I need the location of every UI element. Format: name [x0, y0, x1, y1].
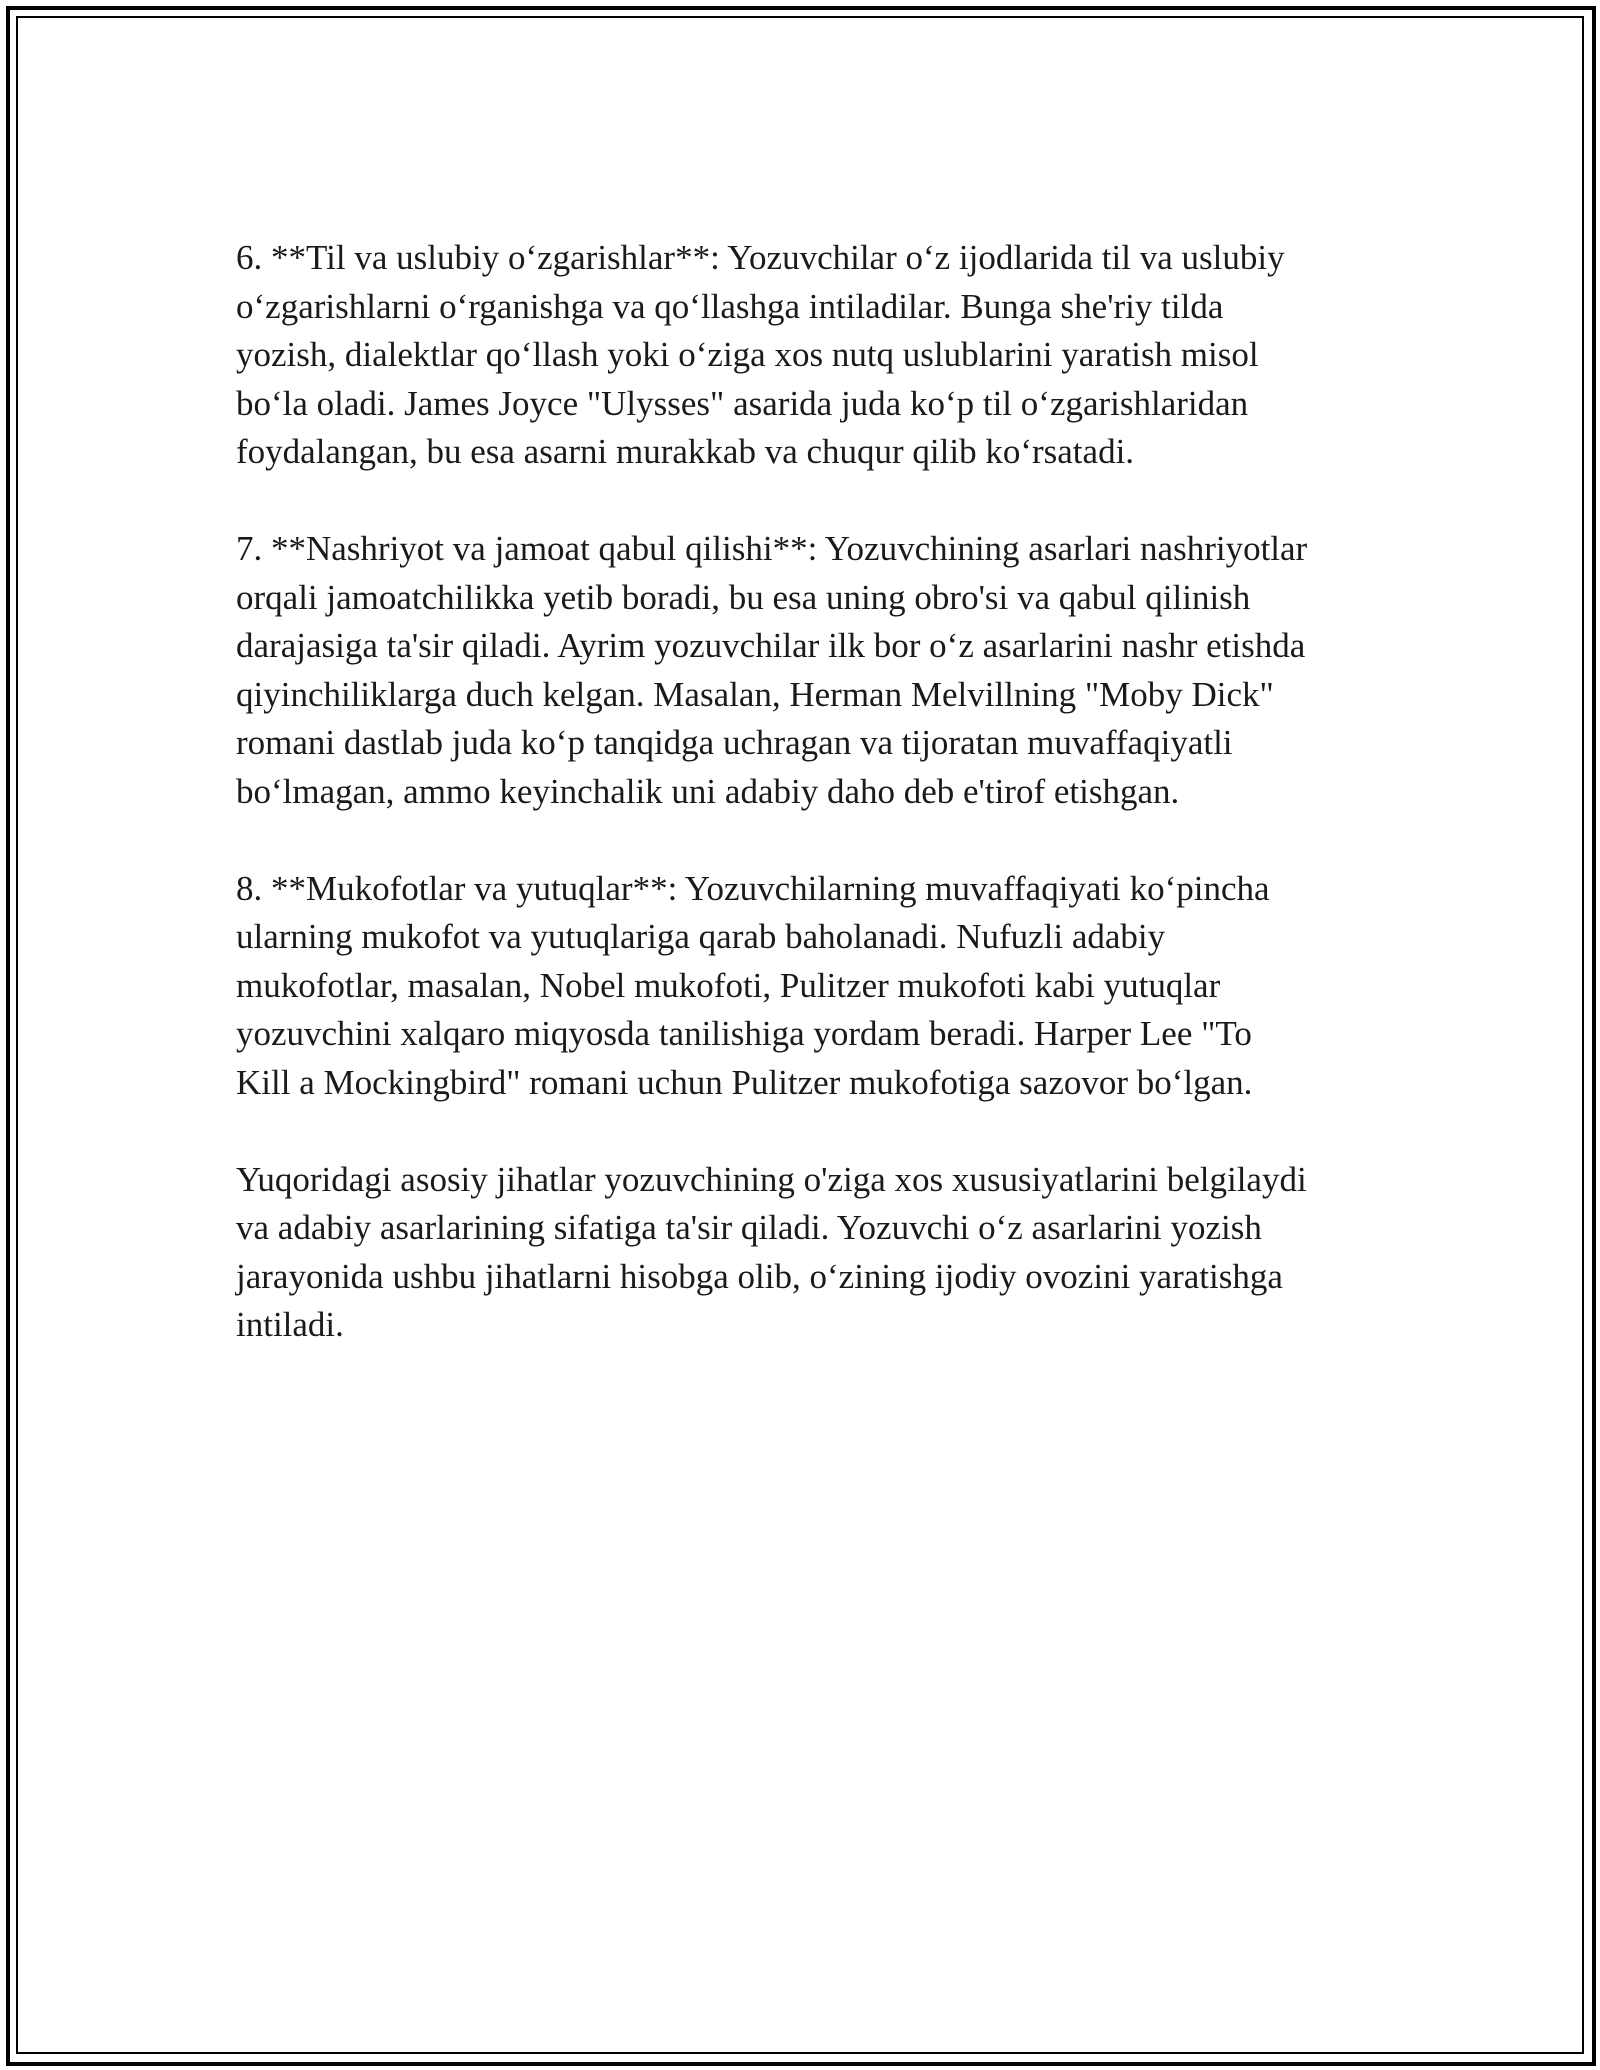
paragraph-til-va-uslubiy: 6. **Til va uslubiy o‘zgarishlar**: Yozuvchilar o‘z ijodlarida til va uslubiy o‘zgarishlarni o‘rganishga va qo‘llashga intiladilar. Bunga she'riy tilda yozish, dialektlar qo‘llash yoki o‘ziga xos nutq uslublarini yaratish misol bo‘la oladi. James Joyce "Ulysses" asarida juda ko‘p til o‘zgarishlaridan foydalangan, bu esa asarni murakkab va chuqur qilib ko‘rsatadi. [236, 238, 1285, 471]
paragraph-conclusion: Yuqoridagi asosiy jihatlar yozuvchining o'ziga xos xususiyatlarini belgilaydi va adabiy asarlarining sifatiga ta'sir qiladi. Yozuvchi o‘z asarlarini yozish jarayonida ushbu jihatlarni hisobga olib, o‘zining ijodiy ovozini yaratishga intiladi. [236, 1159, 1307, 1344]
paragraph-mukofotlar: 8. **Mukofotlar va yutuqlar**: Yozuvchilarning muvaffaqiyati ko‘pincha ularning mukofot va yutuqlariga qarab baholanadi. Nufuzli adabiy mukofotlar, masalan, Nobel mukofoti, Pulitzer mukofoti kabi yutuqlar yozuvchini xalqaro miqyosda tanilishiga yordam beradi. Harper Lee "To Kill a Mockingbird" romani uchun Pulitzer mukofotiga sazovor bo‘lgan. [236, 868, 1270, 1102]
document-body [236, 234, 1366, 1398]
paragraph-nashriyot: 7. **Nashriyot va jamoat qabul qilishi**: Yozuvchining asarlari nashriyotlar orqali jamoatchilikka yetib boradi, bu esa uning obro'si va qabul qilinish darajasiga ta'sir qiladi. Ayrim yozuvchilar ilk bor o‘z asarlarini nashr etishda qiyinchiliklarga duch kelgan. Masalan, Herman Melvillning "Moby Dick" romani dastlab juda ko‘p tanqidga uchragan va tijoratan muvaffaqiyatli bo‘lmagan, ammo keyinchalik uni adabiy daho deb e'tirof etishgan. [236, 529, 1308, 811]
